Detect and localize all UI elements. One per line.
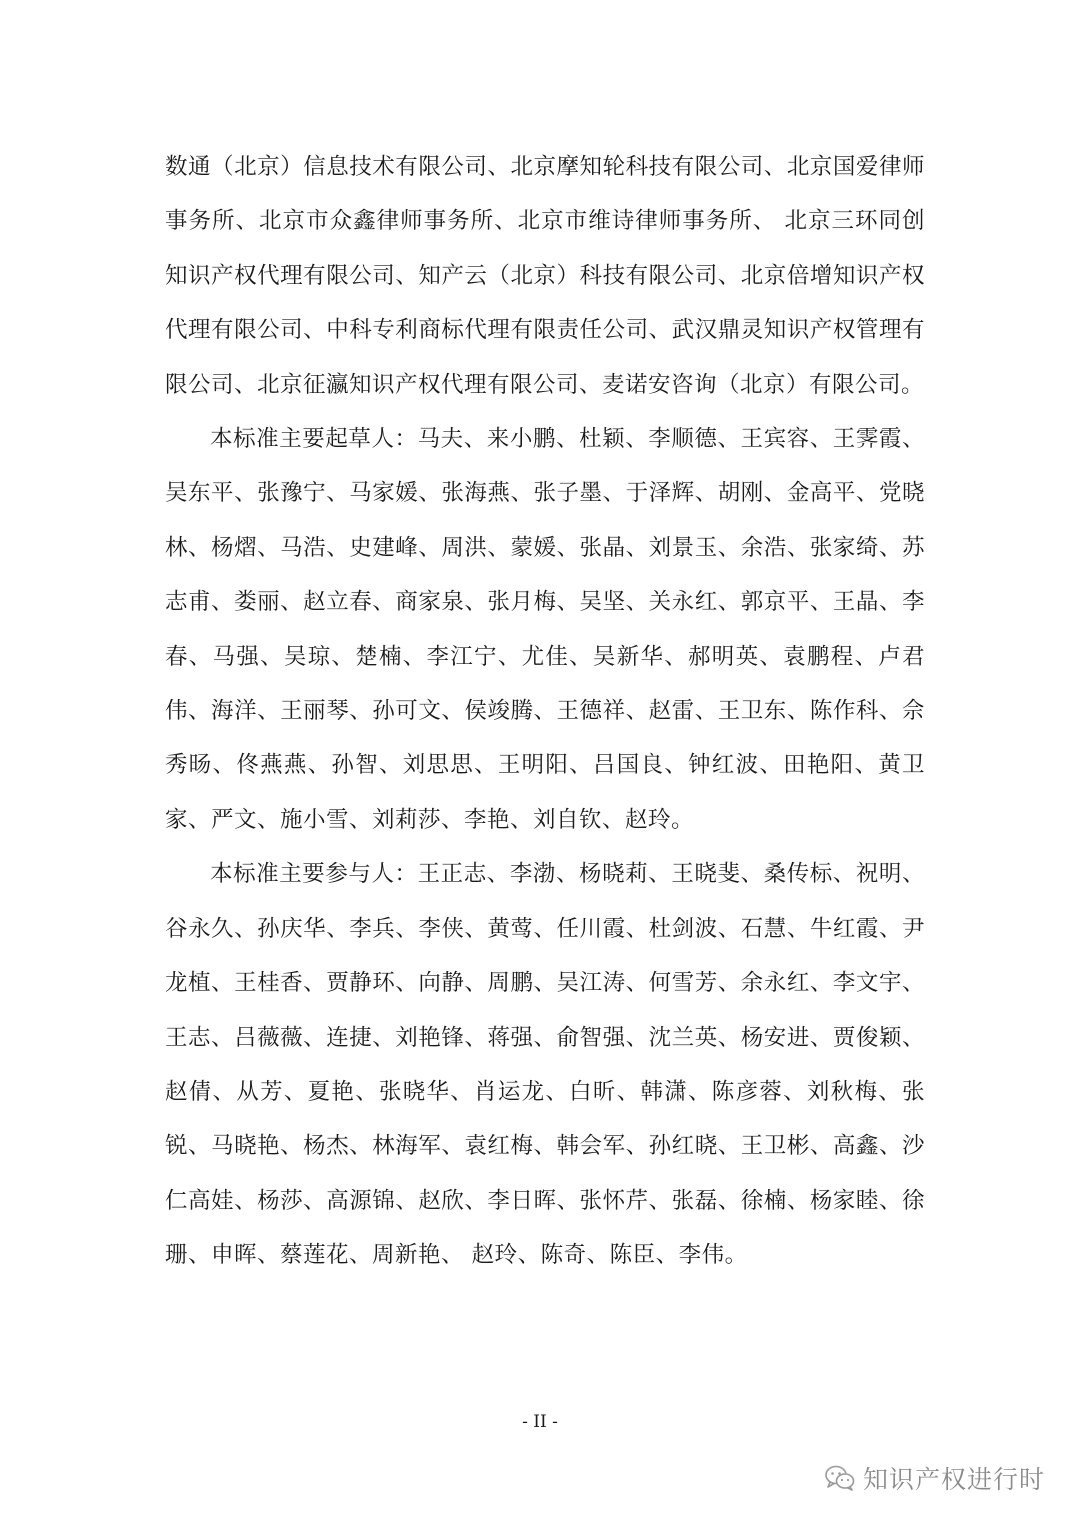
watermark-text: 知识产权进行时	[862, 1465, 1045, 1494]
document-body	[165, 140, 925, 1283]
paragraph-main-drafters: 本标准主要起草人：马夫、来小鹏、杜颖、李顺德、王宾容、王霁霞、吴东平、张豫宁、马家媛、张海燕、张子墨、于泽辉、胡刚、金高平、党晓林、杨熠、马浩、史建峰、周洪、蒙媛、张晶、刘景玉、余浩、张家绮、苏志甫、娄丽、赵立春、商家泉、张月梅、吴坚、关永红、郭京平、王晶、李春、马强、吴琼、楚楠、李江宁、尤佳、吴新华、郝明英、袁鹏程、卢君伟、海洋、王丽琴、孙可文、侯竣腾、王德祥、赵雷、王卫东、陈作科、佘秀旸、佟燕燕、孙智、刘思思、王明阳、吕国良、钟红波、田艳阳、黄卫家、严文、施小雪、刘莉莎、李艳、刘自钦、赵玲。	[165, 426, 925, 833]
wechat-icon	[825, 1465, 855, 1491]
page-number: - II -	[522, 1412, 558, 1432]
paragraph-main-participants: 本标准主要参与人：王正志、李渤、杨晓莉、王晓斐、桑传标、祝明、谷永久、孙庆华、李兵、李侠、黄莺、任川霞、杜剑波、石慧、牛红霞、尹龙植、王桂香、贾静环、向静、周鹏、吴江涛、何雪芳、余永红、李文宇、王志、吕薇薇、连捷、刘艳锋、蒋强、俞智强、沈兰英、杨安进、贾俊颖、赵倩、从芳、夏艳、张晓华、肖运龙、白昕、韩潇、陈彦蓉、刘秋梅、张锐、马晓艳、杨杰、林海军、袁红梅、韩会军、孙红晓、王卫彬、高鑫、沙仁高娃、杨莎、高源锦、赵欣、李日晖、张怀芹、张磊、徐楠、杨家睦、徐珊、申晖、蔡莲花、周新艳、 赵玲、陈奇、陈臣、李伟。	[165, 861, 925, 1269]
watermark	[825, 1460, 1045, 1496]
paragraph-companies: 数通（北京）信息技术有限公司、北京摩知轮科技有限公司、北京国爱律师事务所、北京市众鑫律师事务所、北京市维诗律师事务所、 北京三环同创知识产权代理有限公司、知产云（北京）科技有限公司、北京倍增知识产权代理有限公司、中科专利商标代理有限责任公司、武汉鼎灵知识产权管理有限公司、北京征瀛知识产权代理有限公司、麦诺安咨询（北京）有限公司。	[165, 154, 925, 398]
